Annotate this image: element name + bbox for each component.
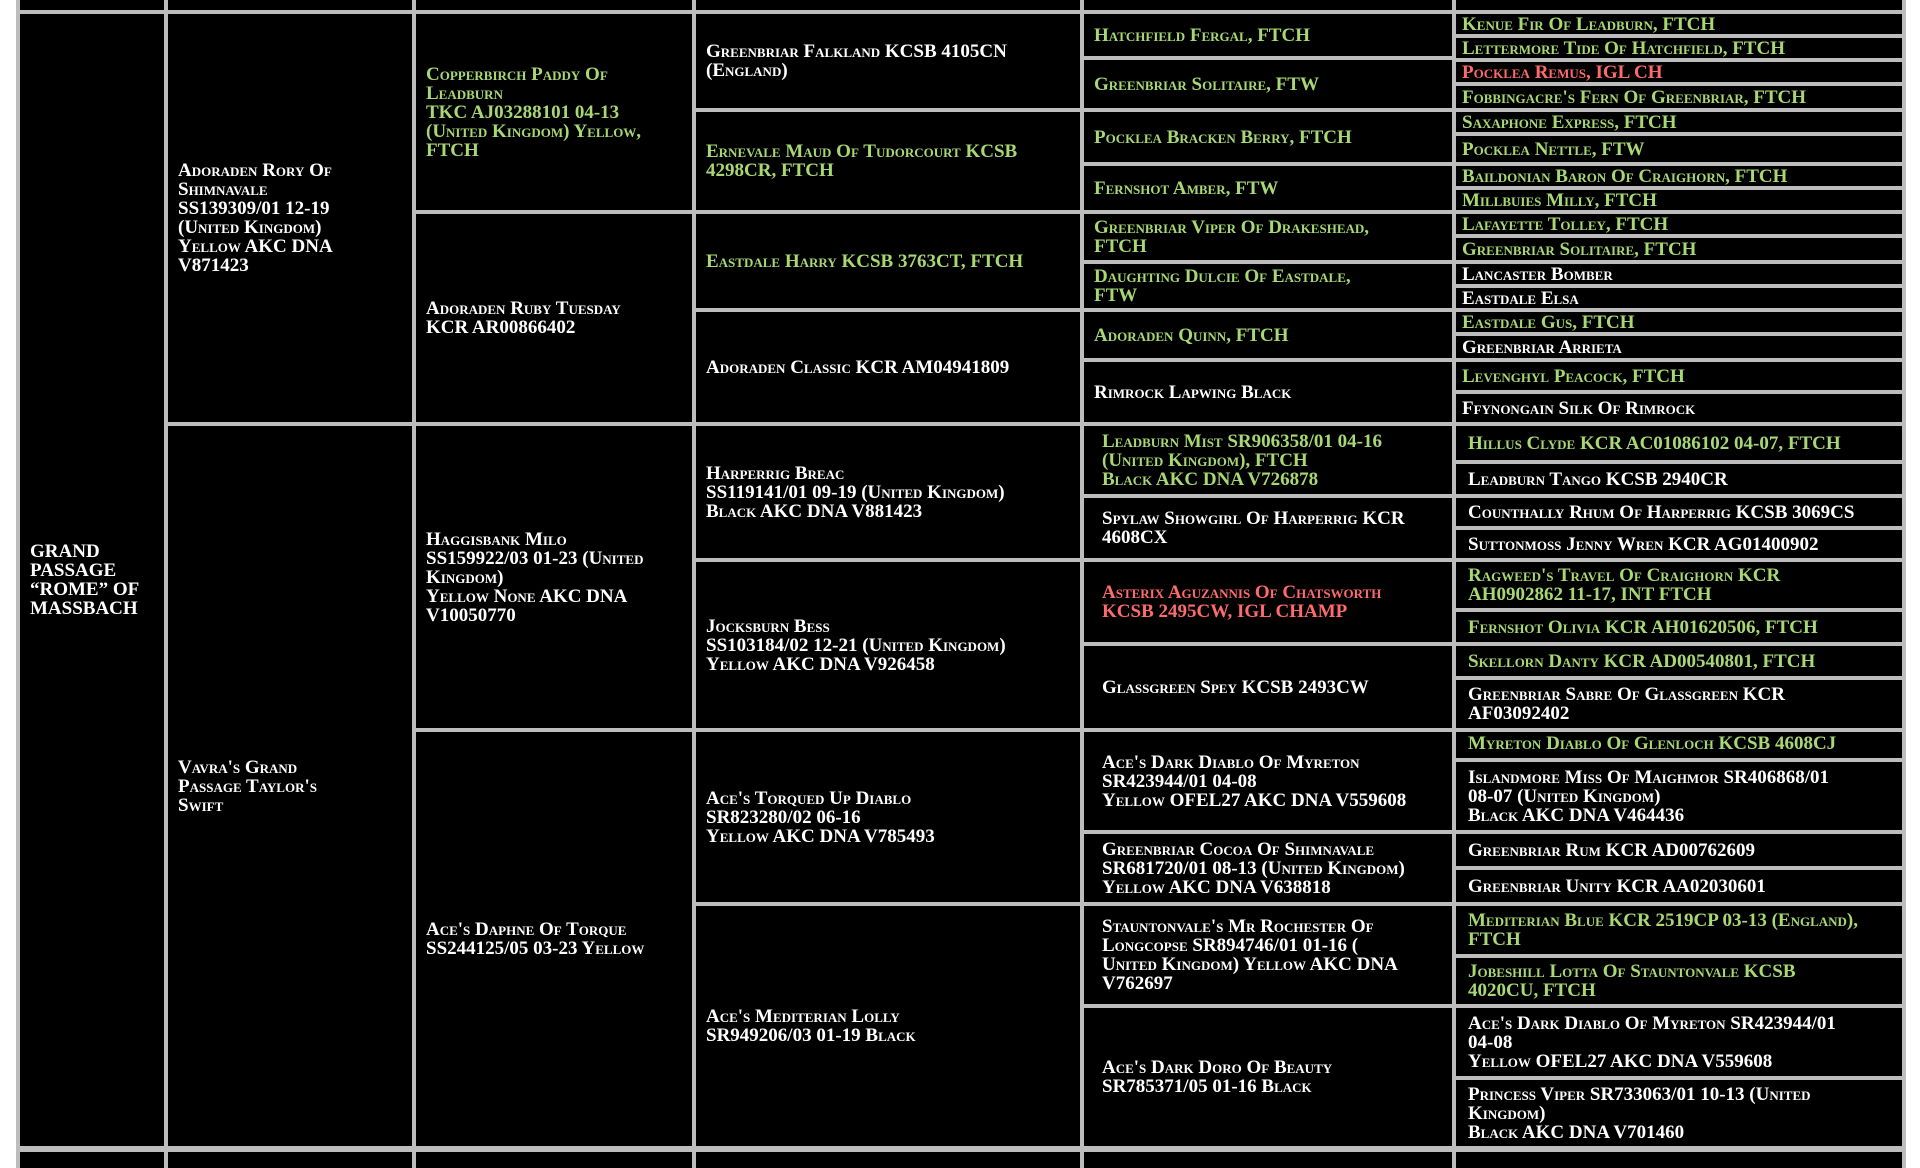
ancestor-label: Spylaw Showgirl Of Harperrig KCR 4608CX [1102, 508, 1405, 548]
gen5-ancestor[interactable] [1084, 112, 1452, 162]
gen5-ancestor[interactable] [1084, 362, 1452, 422]
partial-bottom-cell [1456, 1152, 1902, 1168]
ancestor-label: Ragweed's Travel Of Craighorn KCR AH0902862 11-17, INT FTCH [1468, 565, 1781, 605]
pedigree-chart [16, 0, 1906, 1168]
ancestor-label: Jocksburn Bess SS103184/02 12-21 (United Kingdom) Yellow AKC DNA V926458 [706, 615, 1006, 675]
ancestor-label: Lancaster Bomber [1462, 264, 1613, 284]
gen4-ancestor[interactable] [696, 312, 1080, 422]
gen6-ancestor[interactable] [1456, 834, 1902, 866]
gen4-ancestor[interactable] [696, 426, 1080, 558]
ancestor-label: Hillus Clyde KCR AC01086102 04-07, FTCH [1468, 432, 1841, 454]
gen6-ancestor[interactable] [1456, 112, 1902, 132]
ancestor-label: Adoraden Ruby Tuesday KCR AR00866402 [426, 298, 621, 338]
ancestor-label: Daughting Dulcie Of Eastdale, FTW [1094, 266, 1351, 306]
ancestor-label: Adoraden Quinn, FTCH [1094, 324, 1289, 346]
gen5-ancestor[interactable] [1084, 264, 1452, 308]
ancestor-label: Islandmore Miss Of Maighmor SR406868/01 08-07 (United Kingdom) Black AKC DNA V464436 [1468, 766, 1830, 826]
gen6-ancestor[interactable] [1456, 38, 1902, 58]
partial-bottom-cell [1084, 1152, 1452, 1168]
ancestor-label: Ace's Torqued Up Diablo SR823280/02 06-16 Yellow AKC DNA V785493 [706, 787, 935, 847]
ancestor-label: Greenbriar Solitaire, FTW [1094, 73, 1319, 95]
gen5-ancestor[interactable] [1084, 60, 1452, 108]
ancestor-label: Myreton Diablo Of Glenloch KCSB 4608CJ [1468, 733, 1837, 754]
gen6-ancestor[interactable] [1456, 312, 1902, 332]
ancestor-label: Glassgreen Spey KCSB 2493CW [1102, 676, 1369, 698]
ancestor-label: Kenue Fir Of Leadburn, FTCH [1462, 14, 1716, 34]
ancestor-label: Suttonmoss Jenny Wren KCR AG01400902 [1468, 533, 1819, 555]
gen6-ancestor[interactable] [1456, 14, 1902, 34]
gen6-ancestor[interactable] [1456, 464, 1902, 494]
gen5-ancestor[interactable] [1084, 732, 1452, 830]
ancestor-label: Ace's Dark Diablo Of Myreton SR423944/01 04-08 Yellow OFEL27 AKC DNA V559608 [1468, 1012, 1836, 1072]
gen5-ancestor[interactable] [1084, 906, 1452, 1004]
partial-bottom-cell [20, 1152, 164, 1168]
partial-top-cell [1084, 0, 1452, 10]
ancestor-label: Eastdale Elsa [1462, 288, 1579, 308]
ancestor-label: Ace's Daphne Of Torque SS244125/05 03-23 Yellow [426, 919, 645, 959]
gen6-ancestor[interactable] [1456, 336, 1902, 358]
ancestor-label: Skellorn Danty KCR AD00540801, FTCH [1468, 650, 1816, 672]
ancestor-label: Pocklea Nettle, FTW [1462, 138, 1645, 160]
gen6-ancestor[interactable] [1456, 680, 1902, 728]
ancestor-label: Princess Viper SR733063/01 10-13 (United Kingdom) Black AKC DNA V701460 [1468, 1083, 1811, 1143]
gen3-ancestor[interactable] [416, 426, 692, 728]
ancestor-label: Millbuies Milly, FTCH [1462, 190, 1657, 210]
ancestor-label: Ace's Dark Doro Of Beauty SR785371/05 01-16 Black [1102, 1057, 1333, 1097]
ancestor-label: Greenbriar Viper Of Drakeshead, FTCH [1094, 217, 1370, 257]
ancestor-label: Ernevale Maud Of Tudorcourt KCSB 4298CR, FTCH [706, 141, 1018, 181]
gen3-ancestor[interactable] [416, 14, 692, 210]
ancestor-label: Saxaphone Express, FTCH [1462, 112, 1677, 132]
ancestor-label: Counthally Rhum Of Harperrig KCSB 3069CS [1468, 501, 1855, 523]
gen5-ancestor[interactable] [1084, 166, 1452, 210]
ancestor-label: Copperbirch Paddy Of Leadburn TKC AJ03288101 04-13 (United Kingdom) Yellow, FTCH [426, 63, 642, 161]
gen5-ancestor[interactable] [1084, 834, 1452, 902]
ancestor-label: Jobeshill Lotta Of Stauntonvale KCSB 4020CU, FTCH [1468, 961, 1796, 1001]
ancestor-label: Greenbriar Arrieta [1462, 336, 1622, 358]
ancestor-label: Mediterian Blue KCR 2519CP 03-13 (England), FTCH [1468, 910, 1859, 950]
partial-top-cell [696, 0, 1080, 10]
gen4-ancestor[interactable] [696, 732, 1080, 902]
gen5-ancestor[interactable] [1084, 312, 1452, 358]
gen6-ancestor[interactable] [1456, 166, 1902, 186]
partial-bottom-cell [696, 1152, 1080, 1168]
ancestor-label: Greenbriar Sabre Of Glassgreen KCR AF03092402 [1468, 684, 1785, 724]
ancestor-label: Lettermore Tide Of Hatchfield, FTCH [1462, 38, 1785, 58]
gen6-ancestor[interactable] [1456, 530, 1902, 558]
ancestor-label: Baildonian Baron Of Craighorn, FTCH [1462, 166, 1788, 186]
ancestor-label: Stauntonvale's Mr Rochester Of Longcopse SR894746/01 01-16 ( United Kingdom) Yellow AKC DNA V762697 [1102, 916, 1398, 994]
ancestor-label: Greenbriar Unity KCR AA02030601 [1468, 875, 1766, 897]
gen4-ancestor[interactable] [696, 906, 1080, 1146]
gen6-ancestor[interactable] [1456, 264, 1902, 284]
ancestor-label: Greenbriar Cocoa Of Shimnavale SR681720/01 08-13 (United Kingdom) Yellow AKC DNA V638818 [1102, 838, 1405, 898]
gen5-ancestor[interactable] [1084, 498, 1452, 558]
gen6-ancestor[interactable] [1456, 612, 1902, 642]
ancestor-label: Ace's Mediterian Lolly SR949206/03 01-19 Black [706, 1006, 916, 1046]
gen6-ancestor[interactable] [1456, 362, 1902, 390]
gen6-ancestor[interactable] [1456, 870, 1902, 902]
gen6-ancestor[interactable] [1456, 958, 1902, 1004]
ancestor-label: Ffynongain Silk Of Rimrock [1462, 397, 1696, 419]
subject-dog-name: GRAND PASSAGE “ROME” OF MASSBACH [30, 541, 139, 619]
gen5-ancestor[interactable] [1084, 426, 1452, 494]
gen6-ancestor[interactable] [1456, 394, 1902, 422]
partial-bottom-cell [168, 1152, 412, 1168]
ancestor-label: Eastdale Gus, FTCH [1462, 312, 1635, 332]
partial-top-cell [168, 0, 412, 10]
gen6-ancestor[interactable] [1456, 190, 1902, 210]
ancestor-label: Levenghyl Peacock, FTCH [1462, 365, 1685, 387]
dam-label: Vavra's Grand Passage Taylor's Swift [178, 756, 317, 816]
gen4-ancestor[interactable] [696, 112, 1080, 210]
gen6-ancestor[interactable] [1456, 498, 1902, 526]
ancestor-label: Adoraden Classic KCR AM04941809 [706, 356, 1010, 378]
gen6-ancestor[interactable] [1456, 62, 1902, 82]
gen6-ancestor[interactable] [1456, 762, 1902, 830]
partial-bottom-cell [416, 1152, 692, 1168]
ancestor-label: Ace's Dark Diablo Of Myreton SR423944/01 04-08 Yellow OFEL27 AKC DNA V559608 [1102, 751, 1407, 811]
gen3-ancestor[interactable] [416, 732, 692, 1146]
partial-top-cell [20, 0, 164, 10]
ancestor-label: Hatchfield Fergal, FTCH [1094, 24, 1310, 46]
gen5-ancestor[interactable] [1084, 14, 1452, 56]
gen4-ancestor[interactable] [696, 14, 1080, 108]
gen6-ancestor[interactable] [1456, 238, 1902, 260]
sire[interactable] [168, 14, 412, 422]
gen6-ancestor[interactable] [1456, 214, 1902, 234]
ancestor-label: Lafayette Tolley, FTCH [1462, 214, 1669, 234]
gen5-ancestor[interactable] [1084, 1008, 1452, 1146]
ancestor-label: Harperrig Breac SS119141/01 09-19 (United Kingdom) Black AKC DNA V881423 [706, 462, 1005, 522]
ancestor-label: Fernshot Olivia KCR AH01620506, FTCH [1468, 616, 1818, 638]
partial-top-cell [1456, 0, 1902, 10]
ancestor-label: Pocklea Bracken Berry, FTCH [1094, 126, 1352, 148]
gen6-ancestor[interactable] [1456, 86, 1902, 108]
ancestor-label: Eastdale Harry KCSB 3763CT, FTCH [706, 250, 1024, 272]
ancestor-label: Greenbriar Falkland KCSB 4105CN (England) [706, 41, 1007, 81]
gen6-ancestor[interactable] [1456, 136, 1902, 162]
ancestor-label: Haggisbank Milo SS159922/03 01-23 (United Kingdom) Yellow None AKC DNA V10050770 [426, 528, 644, 626]
gen6-ancestor[interactable] [1456, 562, 1902, 608]
gen5-ancestor[interactable] [1084, 562, 1452, 642]
ancestor-label: Rimrock Lapwing Black [1094, 381, 1292, 403]
sire-label: Adoraden Rory Of Shimnavale SS139309/01 12-19 (United Kingdom) Yellow AKC DNA V871423 [178, 160, 333, 276]
gen5-ancestor[interactable] [1084, 214, 1452, 260]
gen6-ancestor[interactable] [1456, 906, 1902, 954]
gen4-ancestor[interactable] [696, 562, 1080, 728]
gen6-ancestor[interactable] [1456, 1008, 1902, 1076]
ancestor-label: Greenbriar Solitaire, FTCH [1462, 238, 1697, 260]
gen6-ancestor[interactable] [1456, 732, 1902, 758]
ancestor-label: Fobbingacre's Fern Of Greenbriar, FTCH [1462, 86, 1807, 108]
partial-top-cell [416, 0, 692, 10]
gen3-ancestor[interactable] [416, 214, 692, 422]
ancestor-label: Asterix Aguzannis Of Chatsworth KCSB 2495CW, IGL CHAMP [1102, 582, 1382, 622]
subject-dog[interactable] [20, 14, 164, 1146]
gen6-ancestor[interactable] [1456, 288, 1902, 308]
ancestor-label: Leadburn Tango KCSB 2940CR [1468, 468, 1728, 490]
dam[interactable] [168, 426, 412, 1146]
ancestor-label: Fernshot Amber, FTW [1094, 177, 1279, 199]
ancestor-label: Leadburn Mist SR906358/01 04-16 (United Kingdom), FTCH Black AKC DNA V726878 [1102, 430, 1382, 490]
ancestor-label: Pocklea Remus, IGL CH [1462, 62, 1663, 82]
gen6-ancestor[interactable] [1456, 1080, 1902, 1146]
gen5-ancestor[interactable] [1084, 646, 1452, 728]
ancestor-label: Greenbriar Rum KCR AD00762609 [1468, 839, 1756, 861]
gen6-ancestor[interactable] [1456, 426, 1902, 460]
gen4-ancestor[interactable] [696, 214, 1080, 308]
gen6-ancestor[interactable] [1456, 646, 1902, 676]
